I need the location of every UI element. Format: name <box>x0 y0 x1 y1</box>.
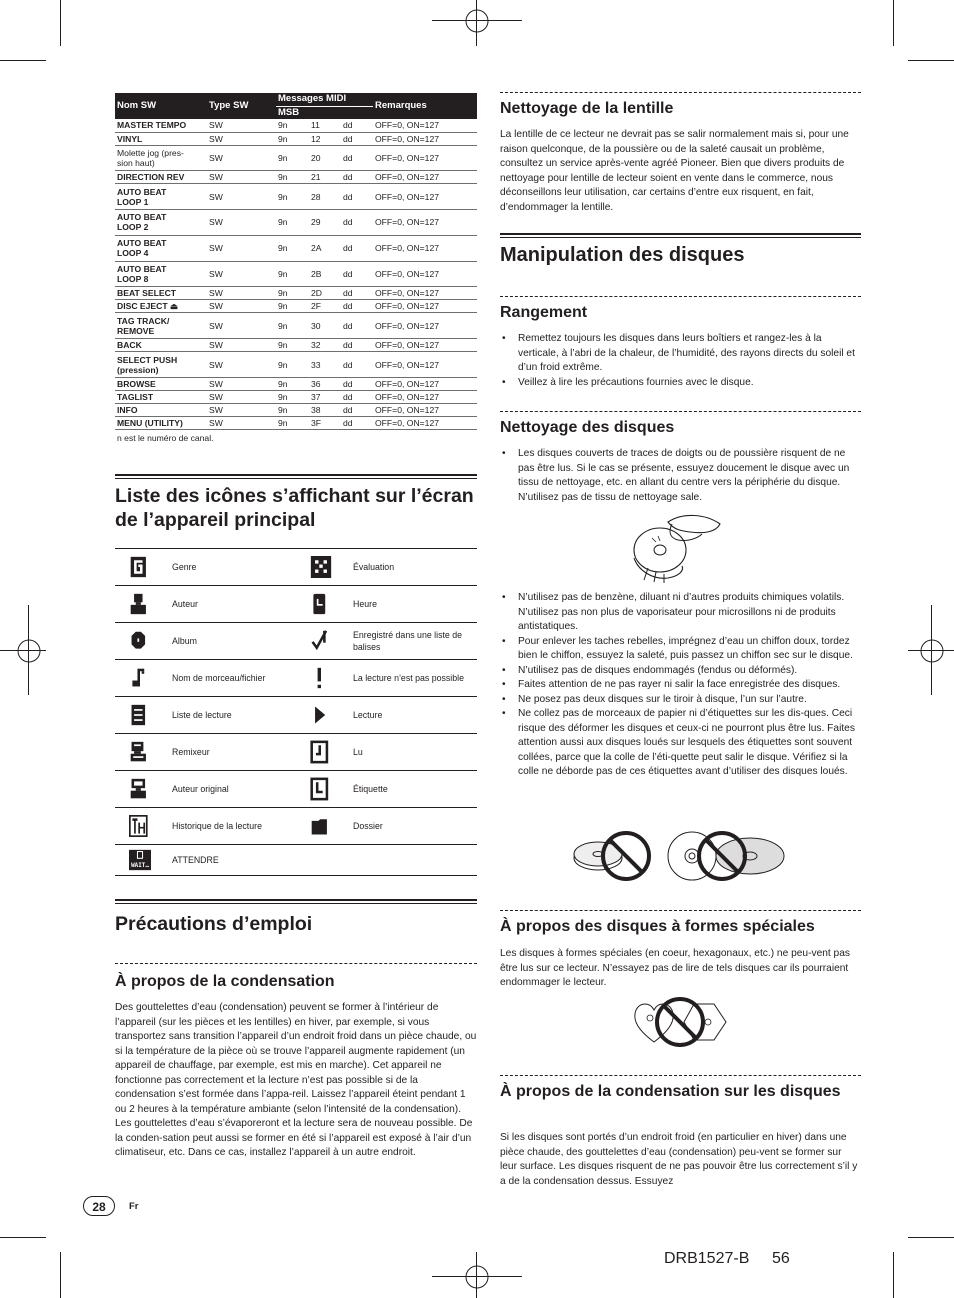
no-stacked-discs-illustration <box>570 828 654 884</box>
cell-type: SW <box>207 210 276 236</box>
icon-label: Genre <box>172 562 197 572</box>
icon-row <box>115 586 477 623</box>
language-code: Fr <box>129 1201 139 1212</box>
cell-type: SW <box>207 132 276 145</box>
section-rule <box>500 233 861 238</box>
cell-status: 9n <box>276 378 309 391</box>
cell-remark: OFF=0, ON=127 <box>373 184 477 210</box>
cell-status: 9n <box>276 352 309 378</box>
cell-name: Molette jog (pres- sion haut) <box>115 145 207 171</box>
icon-label: Auteur original <box>172 784 229 794</box>
cell-name: AUTO BEAT LOOP 4 <box>115 235 207 261</box>
cell-name: SELECT PUSH (pression) <box>115 352 207 378</box>
lens-text: La lentille de ce lecteur ne devrait pas se salir normalement mais si, pour une raison quelconque, de la poussière ou de la saleté causait un problème, consultez un service après-vente agréé Pioneer. Bien que divers produits de nettoyage pour lentille de lecteur soient en vente dans le commerce, nous déconseillons leur utilisation, car certains d’entre eux risquent, en fait, d’endommager la lentille. <box>500 129 849 213</box>
icon-label: Lu <box>353 747 363 757</box>
table-row <box>115 313 477 339</box>
cell-value: dd <box>341 132 373 145</box>
table-row <box>115 300 477 313</box>
icon-list <box>115 548 477 876</box>
cell-name: TAGLIST <box>115 391 207 404</box>
cell-number: 2A <box>309 235 341 261</box>
icon-entry <box>310 808 479 844</box>
cell-number: 11 <box>309 119 341 132</box>
cell-number: 30 <box>309 313 341 339</box>
lens-title: Nettoyage de la lentille <box>500 100 674 117</box>
icon-entry <box>310 586 479 622</box>
cell-value: dd <box>341 352 373 378</box>
no-shaped-discs-illustration <box>628 994 732 1050</box>
cell-name: BACK <box>115 339 207 352</box>
icon-label: Évaluation <box>353 562 395 572</box>
cell-status: 9n <box>276 404 309 417</box>
cell-name: AUTO BEAT LOOP 2 <box>115 210 207 236</box>
cell-status: 9n <box>276 235 309 261</box>
cell-status: 9n <box>276 287 309 300</box>
condensation-text: Des gouttelettes d’eau (condensation) peuvent se former à l’intérieur de l’appareil (sur les pièces et les lentilles) en hiver, par exemple, si vous transportez sans transition l’appareil d’un endroit froid dans un pièce chaude, ou si la température de la pièce où se trouve l’appareil augmente rapidement (un appareil de chauffage, par exemple, est mis en marche). Cet appareil ne fonctionne pas correctement et la lecture n’est pas possible si de la condensation s’est formée dans l’appa-reil. Laissez l’appareil éteint pendant 1 ou 2 heures à la température ambiante (selon l’intensité de la condensation). Les gouttelettes d’eau s’évaporeront et la lecture sera de nouveau possible. De la conden-sation peut aussi se former en été si l’appareil est exposé à l’air d’un climatiseur, etc. Dans ce cas, installez l’appareil à un autre endroit. <box>115 1002 477 1158</box>
cell-number: 28 <box>309 184 341 210</box>
cell-value: dd <box>341 261 373 287</box>
disc-condensation-text: Si les disques sont portés d’un endroit froid (en particulier en hiver) dans une pièce chaude, des gouttelettes d’eau (condensation) peu-vent se former sur leur surface. Les disques risquent de ne pas pouvoir être lus correctement s’il y a de la condensation dessus. Essuyez <box>500 1132 858 1187</box>
cell-status: 9n <box>276 132 309 145</box>
playlist-icon <box>129 701 151 729</box>
cell-remark: OFF=0, ON=127 <box>373 391 477 404</box>
label-icon <box>310 775 332 803</box>
cell-type: SW <box>207 184 276 210</box>
clock-icon <box>310 590 332 618</box>
cell-number: 33 <box>309 352 341 378</box>
cleaning-title: Nettoyage des disques <box>500 419 675 436</box>
cell-type: SW <box>207 261 276 287</box>
cell-value: dd <box>341 184 373 210</box>
special-discs-title: À propos des disques à formes spéciales <box>500 918 815 935</box>
condensation-title: À propos de la condensation <box>115 973 335 990</box>
history-icon <box>129 812 151 840</box>
cell-remark: OFF=0, ON=127 <box>373 417 477 430</box>
cell-type: SW <box>207 287 276 300</box>
cell-name: MASTER TEMPO <box>115 119 207 132</box>
cell-type: SW <box>207 391 276 404</box>
cell-name: VINYL <box>115 132 207 145</box>
table-row <box>115 352 477 378</box>
header-msb: MSB <box>276 106 373 119</box>
icon-label: Historique de la lecture <box>172 821 262 831</box>
section-rule <box>115 474 477 479</box>
cell-remark: OFF=0, ON=127 <box>373 145 477 171</box>
cell-number: 29 <box>309 210 341 236</box>
icons-section-title: Liste des icônes s’affichant sur l’écran de l’appareil principal <box>115 485 474 531</box>
table-row <box>115 391 477 404</box>
cell-status: 9n <box>276 119 309 132</box>
dashed-divider <box>500 1075 861 1076</box>
wait-icon <box>129 846 151 874</box>
cell-status: 9n <box>276 417 309 430</box>
cell-status: 9n <box>276 184 309 210</box>
cell-name: INFO <box>115 404 207 417</box>
icon-entry <box>129 771 312 807</box>
played-icon <box>310 738 332 766</box>
icon-label: Remixeur <box>172 747 210 757</box>
icon-row <box>115 697 477 734</box>
icon-row <box>115 845 477 876</box>
cell-remark: OFF=0, ON=127 <box>373 378 477 391</box>
cell-remark: OFF=0, ON=127 <box>373 119 477 132</box>
icon-entry <box>310 660 479 696</box>
table-row <box>115 119 477 132</box>
table-row <box>115 339 477 352</box>
table-row <box>115 417 477 430</box>
cell-name: BEAT SELECT <box>115 287 207 300</box>
icon-entry <box>129 660 312 696</box>
unplayable-icon <box>310 664 332 692</box>
cell-status: 9n <box>276 391 309 404</box>
cell-type: SW <box>207 352 276 378</box>
play-icon <box>310 701 332 729</box>
header-type: Type SW <box>207 93 276 119</box>
cell-value: dd <box>341 235 373 261</box>
header-remarks: Remarques <box>373 93 477 119</box>
cell-type: SW <box>207 417 276 430</box>
icon-label: Étiquette <box>353 784 388 794</box>
page-number: 28 <box>83 1196 115 1216</box>
list-item: • Veillez à lire les précautions fournies avec le disque. <box>500 376 861 391</box>
cell-remark: OFF=0, ON=127 <box>373 210 477 236</box>
icon-entry <box>129 623 312 659</box>
cell-value: dd <box>341 171 373 184</box>
icon-row <box>115 808 477 845</box>
cell-number: 37 <box>309 391 341 404</box>
cell-name: BROWSE <box>115 378 207 391</box>
dashed-divider <box>500 92 861 93</box>
cell-number: 12 <box>309 132 341 145</box>
cell-status: 9n <box>276 313 309 339</box>
storage-title: Rangement <box>500 304 588 321</box>
cleaning-list-2 <box>500 591 861 780</box>
cell-value: dd <box>341 391 373 404</box>
icon-label: La lecture n’est pas possible <box>353 673 465 683</box>
genre-icon <box>129 553 151 581</box>
disc-condensation-title: À propos de la condensation sur les disques <box>500 1083 841 1100</box>
cell-value: dd <box>341 119 373 132</box>
dashed-divider <box>500 411 861 412</box>
icon-entry <box>129 549 312 585</box>
cleaning-list-1 <box>500 447 861 505</box>
cell-value: dd <box>341 287 373 300</box>
precautions-title: Précautions d’emploi <box>115 913 313 935</box>
cell-number: 20 <box>309 145 341 171</box>
cell-name: MENU (UTILITY) <box>115 417 207 430</box>
table-row <box>115 210 477 236</box>
cell-remark: OFF=0, ON=127 <box>373 313 477 339</box>
table-note: n est le numéro de canal. <box>117 433 214 443</box>
icon-entry <box>129 697 312 733</box>
cell-type: SW <box>207 119 276 132</box>
icon-row <box>115 549 477 586</box>
cell-value: dd <box>341 313 373 339</box>
midi-table-body <box>115 119 477 430</box>
table-row <box>115 261 477 287</box>
icon-entry <box>129 845 312 875</box>
icon-label: ATTENDRE <box>172 855 219 865</box>
icon-label: Album <box>172 636 197 646</box>
cell-remark: OFF=0, ON=127 <box>373 235 477 261</box>
cell-remark: OFF=0, ON=127 <box>373 132 477 145</box>
icon-row <box>115 623 477 660</box>
cell-value: dd <box>341 339 373 352</box>
special-discs-text: Les disques à formes spéciales (en coeur, hexagonaux, etc.) ne peu-vent pas être lus sur ce lecteur. N’essayez pas de lire de tels disques car ils pourraient endommager le lecteur. <box>500 948 850 988</box>
cell-type: SW <box>207 171 276 184</box>
cell-status: 9n <box>276 300 309 313</box>
table-row <box>115 171 477 184</box>
table-row <box>115 378 477 391</box>
album-icon <box>129 627 151 655</box>
list-item: • Faites attention de ne pas rayer ni salir la face enregistrée des disques. <box>500 678 861 693</box>
cell-status: 9n <box>276 171 309 184</box>
cell-status: 9n <box>276 145 309 171</box>
cell-number: 21 <box>309 171 341 184</box>
icon-entry <box>310 623 479 659</box>
list-item: • Remettez toujours les disques dans leurs boîtiers et rangez-les à la verticale, à l’abri de la chaleur, de l’humidité, des rayons directs du soleil et d’un froid extrême. <box>500 332 861 376</box>
list-item: • N’utilisez pas de disques endommagés (fendus ou déformés). <box>500 664 861 679</box>
cell-status: 9n <box>276 339 309 352</box>
icon-label: Heure <box>353 599 377 609</box>
icon-entry <box>310 549 479 585</box>
cell-number: 38 <box>309 404 341 417</box>
list-item: • Les disques couverts de traces de doigts ou de poussière risquent de ne pas être lus. Si le cas se présente, essuyez doucement le disque avec un tissu de nettoyage, etc. en allant du centre vers la périphérie du disque. N’utilisez pas de tissu de nettoyage sale. <box>500 447 861 505</box>
icon-label: Dossier <box>353 821 383 831</box>
cell-remark: OFF=0, ON=127 <box>373 287 477 300</box>
artist-icon <box>129 590 151 618</box>
document-code: DRB1527-B <box>664 1250 750 1267</box>
table-row <box>115 287 477 300</box>
cell-value: dd <box>341 210 373 236</box>
cell-remark: OFF=0, ON=127 <box>373 352 477 378</box>
discs-title: Manipulation des disques <box>500 244 745 266</box>
icon-row <box>115 660 477 697</box>
dashed-divider <box>500 296 861 297</box>
cell-number: 36 <box>309 378 341 391</box>
cell-status: 9n <box>276 261 309 287</box>
remixer-icon <box>129 738 151 766</box>
midi-messages-table <box>115 93 477 430</box>
dashed-divider <box>115 963 477 964</box>
folder-icon <box>310 812 332 840</box>
cell-type: SW <box>207 339 276 352</box>
table-row <box>115 132 477 145</box>
header-midi: Messages MIDI <box>276 93 373 106</box>
track-icon <box>129 664 151 692</box>
icon-entry <box>310 734 479 770</box>
list-item: • Ne posez pas deux disques sur le tiroir à disque, l’un sur l’autre. <box>500 693 861 708</box>
cell-type: SW <box>207 404 276 417</box>
disc-wiping-illustration <box>628 508 728 584</box>
cell-number: 2D <box>309 287 341 300</box>
cell-value: dd <box>341 300 373 313</box>
table-row <box>115 184 477 210</box>
cell-number: 32 <box>309 339 341 352</box>
section-rule <box>115 899 477 904</box>
tagged-icon <box>310 627 332 655</box>
cell-name: AUTO BEAT LOOP 8 <box>115 261 207 287</box>
cell-value: dd <box>341 417 373 430</box>
cell-remark: OFF=0, ON=127 <box>373 300 477 313</box>
icon-entry <box>129 808 312 844</box>
cell-status: 9n <box>276 210 309 236</box>
icon-entry <box>129 734 312 770</box>
icon-label: Auteur <box>172 599 198 609</box>
cell-remark: OFF=0, ON=127 <box>373 339 477 352</box>
cell-name: AUTO BEAT LOOP 1 <box>115 184 207 210</box>
cell-name: TAG TRACK/ REMOVE <box>115 313 207 339</box>
cell-value: dd <box>341 145 373 171</box>
cell-value: dd <box>341 404 373 417</box>
cell-name: DISC EJECT ⏏ <box>115 300 207 313</box>
list-item: • N’utilisez pas de benzène, diluant ni d’autres produits chimiques volatils. N’utilisez pas non plus de vaporisateur pour microsillons ni de produits antistatiques. <box>500 591 861 635</box>
icon-label: Nom de morceau/fichier <box>172 673 266 683</box>
document-page: 56 <box>772 1250 790 1267</box>
svg-text:WAIT…: WAIT… <box>131 862 149 869</box>
cell-number: 3F <box>309 417 341 430</box>
list-item: • Ne collez pas de morceaux de papier ni d’étiquettes sur les dis-ques. Ceci risque des déformer les disques et ceux-ci ne pourront plus être lus. Faites attention aussi aux disques loués sur lesquels des étiquettes sont souvent collées, parce que la colle de l’éti-quette peut salir le disque. Vérifiez si la colle ne déborde pas de ces étiquettes avant d’utiliser des disques loués. <box>500 707 861 780</box>
cell-type: SW <box>207 378 276 391</box>
cell-number: 2F <box>309 300 341 313</box>
icon-entry <box>310 771 479 807</box>
original-artist-icon <box>129 775 151 803</box>
storage-list <box>500 332 861 390</box>
table-row <box>115 404 477 417</box>
dashed-divider <box>500 910 861 911</box>
cell-remark: OFF=0, ON=127 <box>373 171 477 184</box>
table-row <box>115 235 477 261</box>
icon-label: Enregistré dans une liste de balises <box>353 630 463 652</box>
icon-label: Liste de lecture <box>172 710 232 720</box>
cell-type: SW <box>207 300 276 313</box>
cell-remark: OFF=0, ON=127 <box>373 261 477 287</box>
icon-row <box>115 771 477 808</box>
cell-type: SW <box>207 145 276 171</box>
icon-row <box>115 734 477 771</box>
cell-remark: OFF=0, ON=127 <box>373 404 477 417</box>
header-name: Nom SW <box>115 93 207 119</box>
cell-type: SW <box>207 235 276 261</box>
icon-entry <box>129 586 312 622</box>
cell-type: SW <box>207 313 276 339</box>
cell-name: DIRECTION REV <box>115 171 207 184</box>
rating-icon <box>310 553 332 581</box>
icon-entry <box>310 697 479 733</box>
list-item: • Pour enlever les taches rebelles, imprégnez d’eau un chiffon doux, tordez bien le chiffon, essuyez la saleté, puis passez un chiffon sec sur le disque. <box>500 635 861 664</box>
icon-label: Lecture <box>353 710 383 720</box>
cell-value: dd <box>341 378 373 391</box>
table-row <box>115 145 477 171</box>
no-labeled-discs-illustration <box>664 828 790 884</box>
cell-number: 2B <box>309 261 341 287</box>
